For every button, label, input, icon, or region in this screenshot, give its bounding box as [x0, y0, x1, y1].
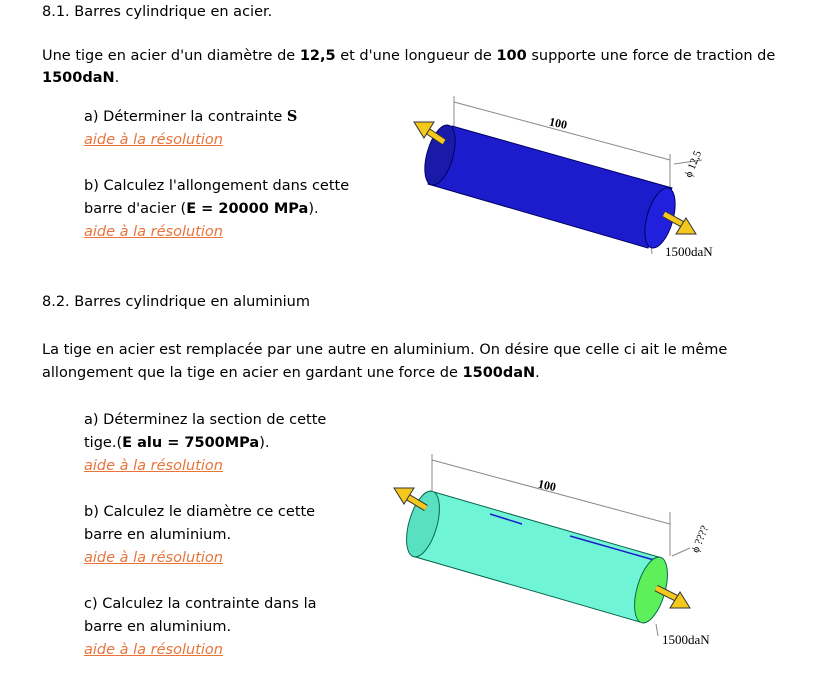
- section1-intro-line2: [42, 68, 119, 88]
- intro-text: supporte une force de traction de: [526, 48, 776, 64]
- s2-question-c-line2: barre en aluminium.: [84, 619, 232, 635]
- section1-intro-line1: [42, 46, 775, 66]
- diameter-dimension-line: [672, 548, 690, 556]
- diameter-label: ϕ 12,5: [682, 148, 705, 180]
- section2-intro-line1: La tige en acier est remplacée par une autre en aluminium. On désire que celle ci ait le même: [42, 342, 728, 358]
- steel-bar-body: [428, 126, 672, 248]
- intro-text: .: [114, 70, 120, 86]
- force-label: 1500daN: [665, 244, 713, 259]
- intro-diameter: 12,5: [299, 48, 336, 64]
- section2-title: 8.2. Barres cylindrique en aluminium: [42, 294, 310, 310]
- s2-question-a-line1: a) Déterminez la section de cette: [84, 412, 327, 428]
- intro-text: Une tige en acier d'un diamètre de: [42, 48, 300, 64]
- diameter-label: ϕ ????: [689, 524, 712, 555]
- intro-force: 1500daN: [42, 70, 115, 86]
- steel-bar-figure: [412, 94, 718, 264]
- intro-text: .: [535, 365, 540, 381]
- stress-symbol: S: [286, 108, 298, 125]
- section1-title: 8.1. Barres cylindrique en acier.: [42, 4, 273, 20]
- question-text: a) Déterminer la contrainte: [84, 109, 287, 125]
- s2-question-b-line1: b) Calculez le diamètre ce cette: [84, 504, 316, 520]
- intro-length: 100: [496, 48, 527, 64]
- intro-text: et d'une longueur de: [335, 48, 497, 64]
- s2-question-c-line1: c) Calculez la contrainte dans la: [84, 596, 317, 612]
- s1-help-link-b[interactable]: aide à la résolution: [84, 224, 223, 240]
- s1-question-a: [84, 107, 297, 127]
- s2-question-a-line2: [84, 433, 269, 453]
- question-text: ).: [259, 435, 270, 451]
- section2-intro-line2: [42, 363, 540, 383]
- s2-help-link-a[interactable]: aide à la résolution: [84, 458, 223, 474]
- question-text: tige.(: [84, 435, 123, 451]
- intro-text: allongement que la tige en acier en gardant une force de: [42, 365, 463, 381]
- force-label: 1500daN: [662, 632, 710, 647]
- force-leader-line: [656, 624, 658, 636]
- s1-question-b-line2: [84, 199, 319, 219]
- steel-modulus: E = 20000 MPa: [186, 201, 309, 217]
- s2-help-link-c[interactable]: aide à la résolution: [84, 642, 223, 658]
- s1-help-link-a[interactable]: aide à la résolution: [84, 132, 223, 148]
- aluminium-bar-figure: [390, 452, 718, 658]
- length-label: 100: [547, 114, 569, 132]
- s2-help-link-b[interactable]: aide à la résolution: [84, 550, 223, 566]
- length-label: 100: [536, 476, 558, 495]
- question-text: ).: [308, 201, 319, 217]
- intro-force: 1500daN: [462, 365, 536, 381]
- s2-question-b-line2: barre en aluminium.: [84, 527, 232, 543]
- s1-question-b-line1: b) Calculez l'allongement dans cette: [84, 178, 350, 194]
- aluminium-modulus: E alu = 7500MPa: [122, 435, 260, 451]
- question-text: barre d'acier (: [84, 201, 187, 217]
